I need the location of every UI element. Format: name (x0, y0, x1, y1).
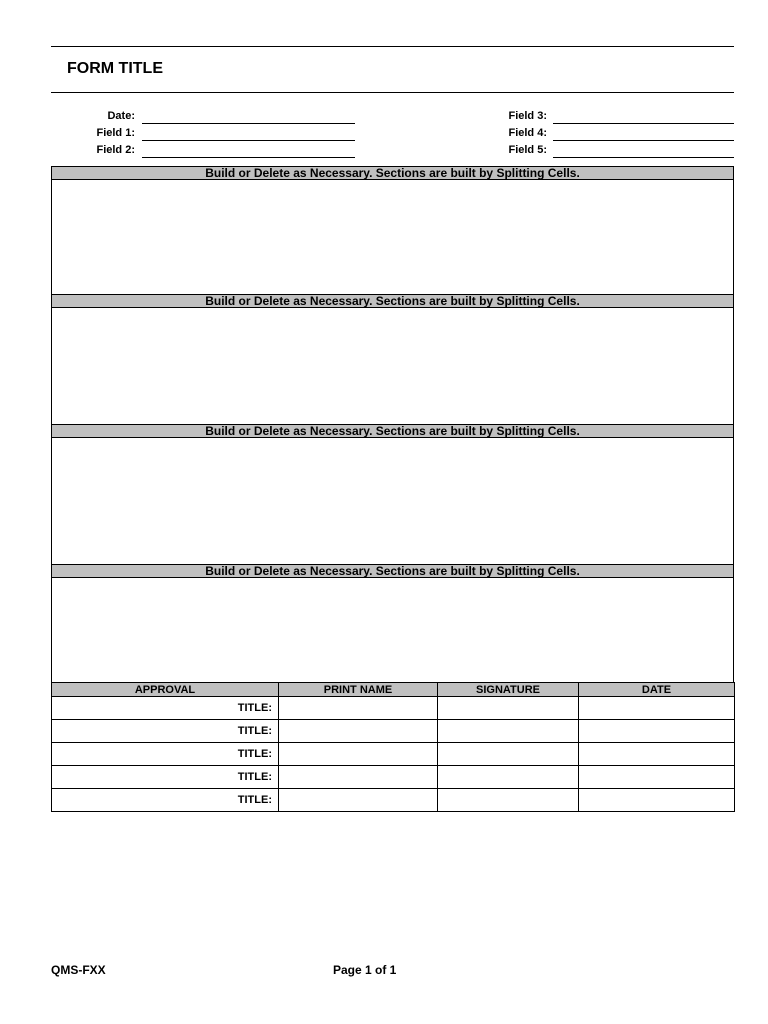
approval-column-header: APPROVAL (52, 683, 279, 697)
signature-cell[interactable] (438, 743, 579, 766)
field-label-date: Date: (107, 110, 135, 122)
approval-header-row (52, 683, 735, 697)
form-title: FORM TITLE (67, 60, 163, 77)
field-3-field[interactable] (553, 123, 734, 124)
approval-title-cell: TITLE: (52, 720, 279, 743)
section-header-2: Build or Delete as Necessary. Sections are built by Splitting Cells. (51, 294, 734, 308)
field-label-field-4: Field 4: (508, 127, 547, 139)
table-row (52, 766, 735, 789)
field-label-field-2: Field 2: (96, 144, 135, 156)
section-header-4: Build or Delete as Necessary. Sections are built by Splitting Cells. (51, 564, 734, 578)
print-name-cell[interactable] (279, 720, 438, 743)
date-cell[interactable] (579, 720, 735, 743)
date-cell[interactable] (579, 743, 735, 766)
table-row (52, 720, 735, 743)
date-cell[interactable] (579, 697, 735, 720)
field-4-field[interactable] (553, 140, 734, 141)
approval-title-cell: TITLE: (52, 789, 279, 812)
section-body-2[interactable] (51, 308, 734, 424)
field-1-field[interactable] (142, 140, 355, 141)
title-rule (51, 92, 734, 93)
table-row (52, 789, 735, 812)
approval-table (51, 682, 735, 812)
print-name-cell[interactable] (279, 766, 438, 789)
field-label-field-5: Field 5: (508, 144, 547, 156)
document-code: QMS-FXX (51, 963, 106, 977)
print-name-cell[interactable] (279, 789, 438, 812)
page-number: Page 1 of 1 (333, 963, 397, 977)
top-rule (51, 46, 734, 47)
field-label-field-3: Field 3: (508, 110, 547, 122)
field-2-field[interactable] (142, 157, 355, 158)
print-name-column-header: PRINT NAME (279, 683, 438, 697)
date-cell[interactable] (579, 789, 735, 812)
print-name-cell[interactable] (279, 743, 438, 766)
print-name-cell[interactable] (279, 697, 438, 720)
approval-title-cell: TITLE: (52, 743, 279, 766)
date-field[interactable] (142, 123, 355, 124)
signature-cell[interactable] (438, 766, 579, 789)
section-header-1: Build or Delete as Necessary. Sections are built by Splitting Cells. (51, 166, 734, 180)
section-body-4[interactable] (51, 578, 734, 682)
section-body-3[interactable] (51, 438, 734, 564)
date-cell[interactable] (579, 766, 735, 789)
approval-title-cell: TITLE: (52, 697, 279, 720)
signature-cell[interactable] (438, 720, 579, 743)
field-label-field-1: Field 1: (96, 127, 135, 139)
section-header-3: Build or Delete as Necessary. Sections are built by Splitting Cells. (51, 424, 734, 438)
approval-title-cell: TITLE: (52, 766, 279, 789)
table-row (52, 697, 735, 720)
signature-cell[interactable] (438, 789, 579, 812)
date-column-header: DATE (579, 683, 735, 697)
field-5-field[interactable] (553, 157, 734, 158)
table-row (52, 743, 735, 766)
signature-cell[interactable] (438, 697, 579, 720)
signature-column-header: SIGNATURE (438, 683, 579, 697)
section-body-1[interactable] (51, 180, 734, 294)
